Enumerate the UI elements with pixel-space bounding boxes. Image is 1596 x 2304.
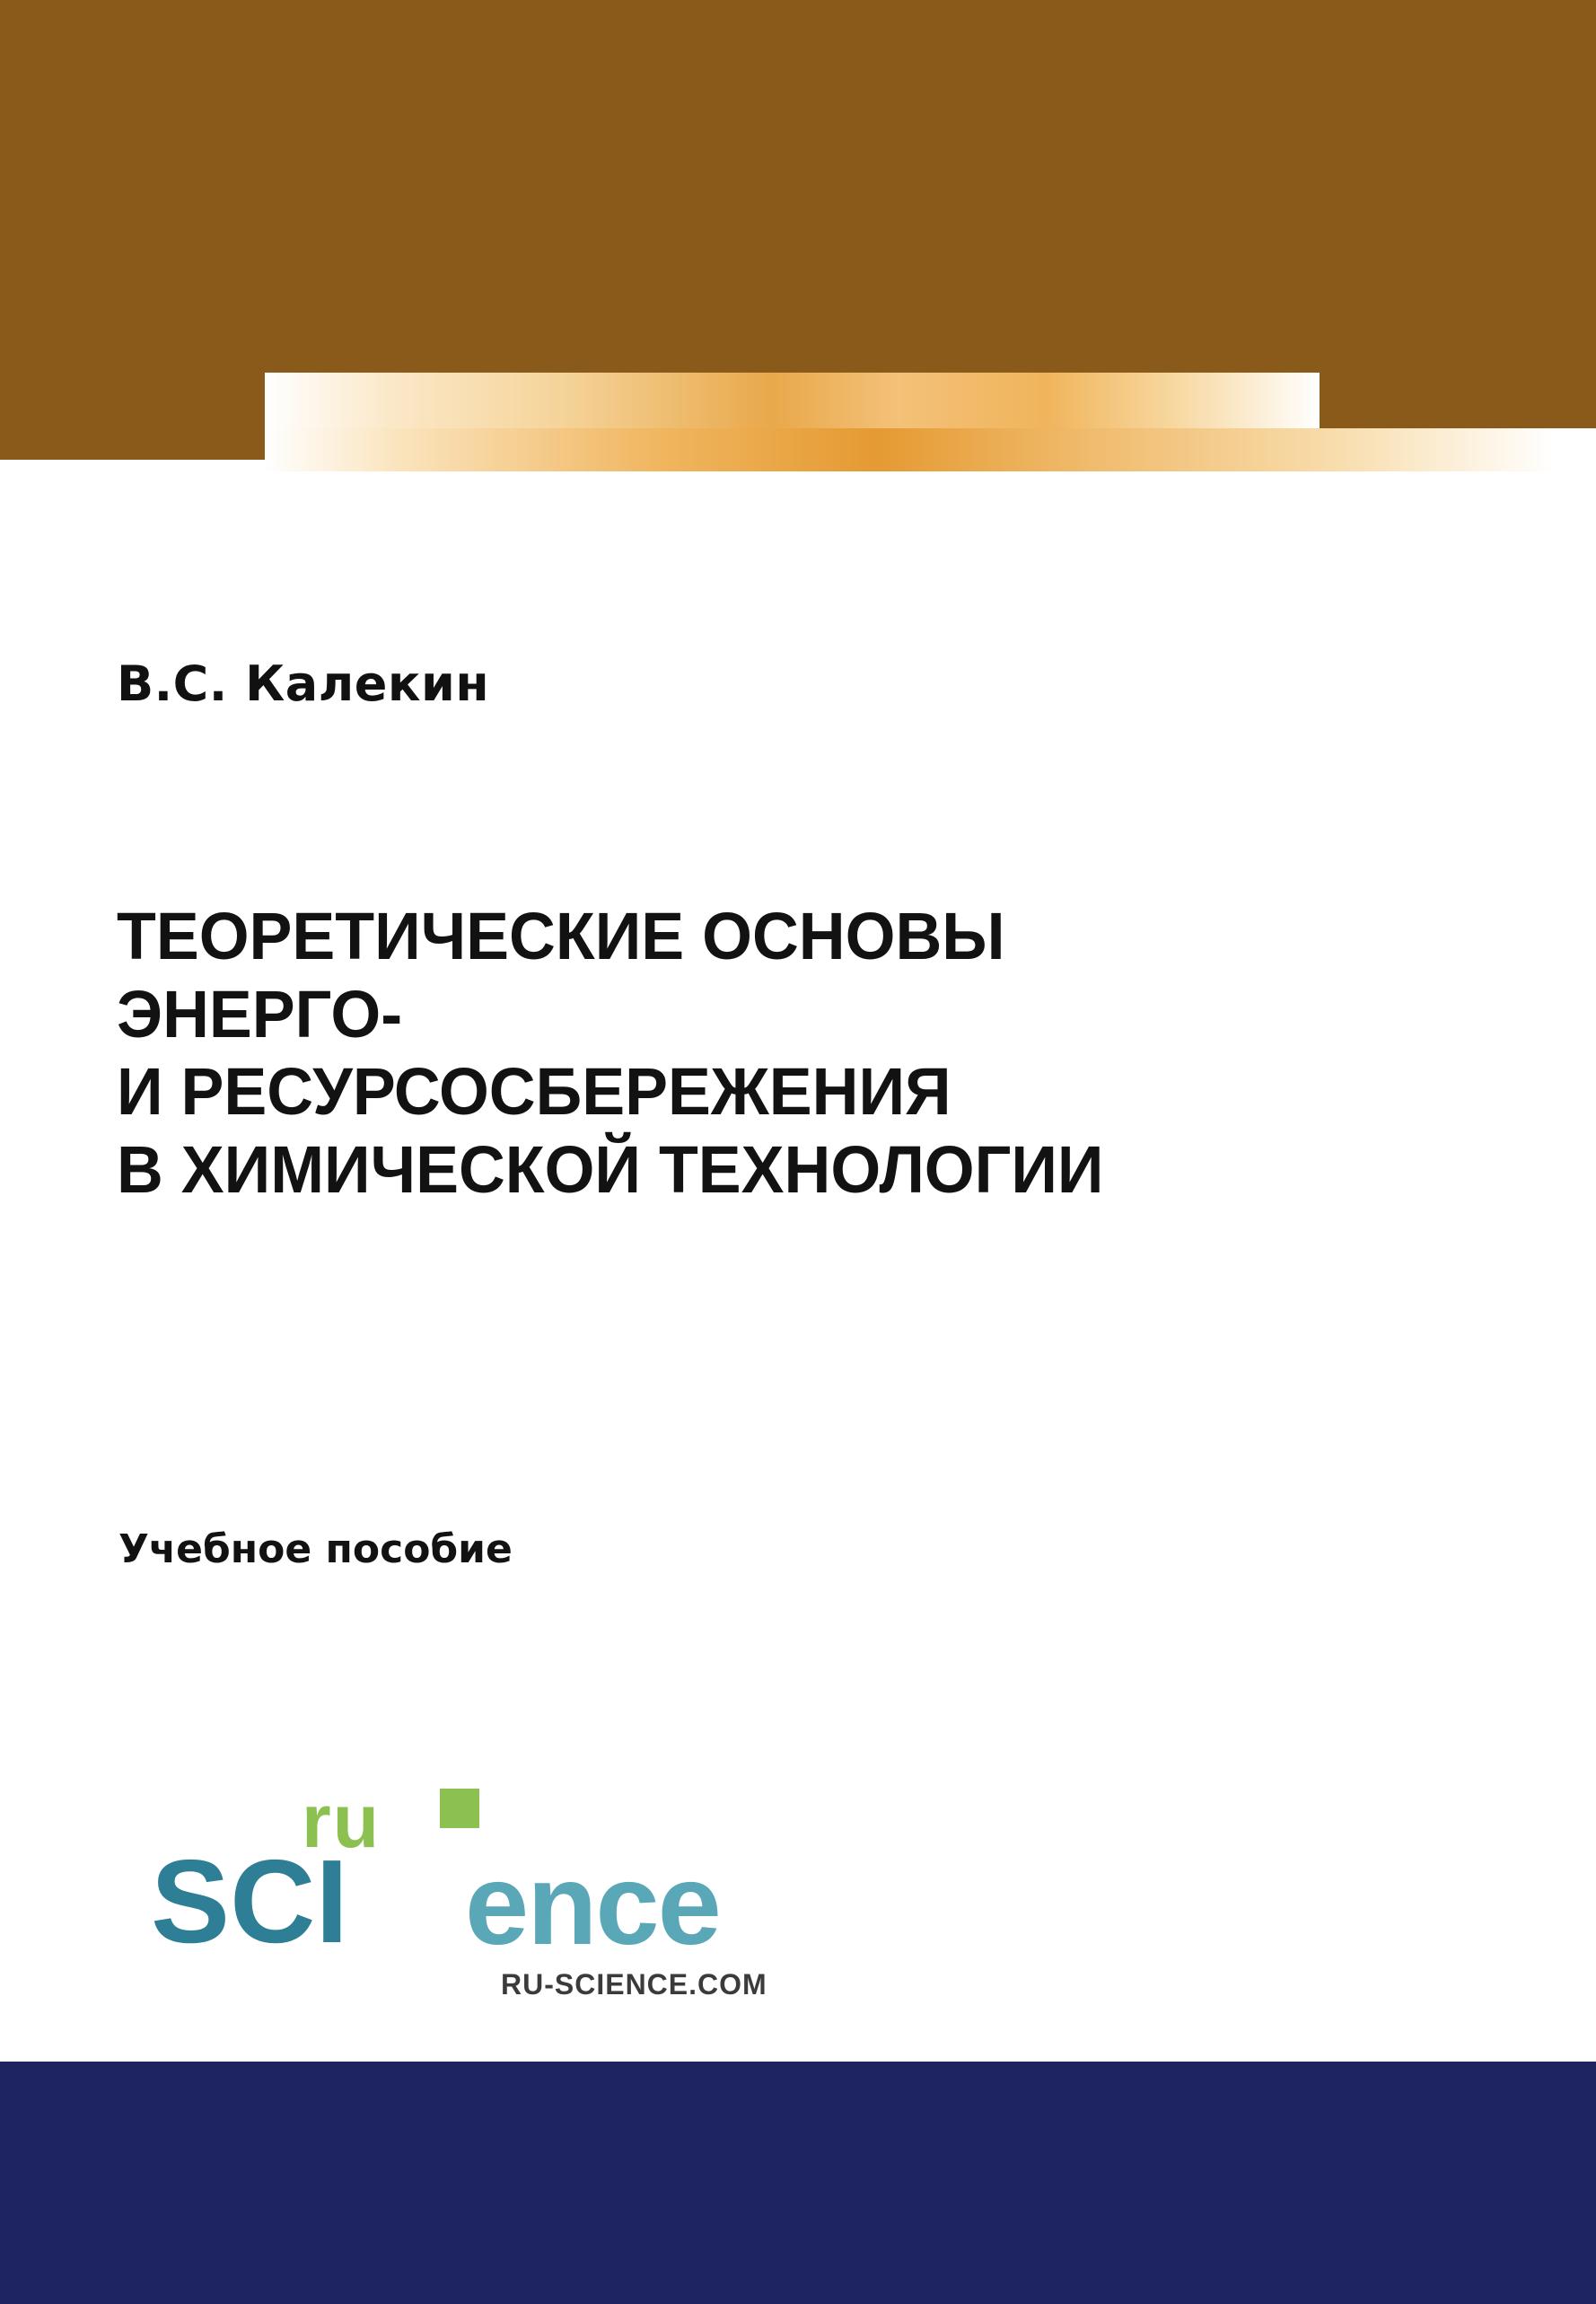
book-subtitle: Учебное пособие (118, 1526, 513, 1572)
decorative-gradient-stripe-upper (265, 373, 1320, 428)
title-line-2: ЭНЕРГО- (117, 976, 403, 1051)
publisher-logo-square-icon (440, 1789, 479, 1828)
title-line-4: В ХИМИЧЕСКОЙ ТЕХНОЛОГИИ (117, 1131, 1104, 1207)
publisher-logo-sci-text: SCI (151, 1835, 349, 1967)
decorative-gradient-stripe-lower (265, 428, 1596, 471)
title-line-3: И РЕСУРСОСБЕРЕЖЕНИЯ (117, 1054, 951, 1130)
publisher-website-url: RU-SCIENCE.COM (501, 1968, 767, 2001)
author-name: В.С. Калекин (117, 655, 490, 712)
publisher-logo (151, 1778, 815, 2020)
bottom-navy-band (0, 2062, 1596, 2304)
title-line-1: ТЕОРЕТИЧЕСКИЕ ОСНОВЫ (117, 899, 1005, 973)
publisher-logo-ru-text: ru (302, 1779, 381, 1863)
publisher-logo-ence-text: ence (465, 1841, 720, 1969)
book-title (117, 898, 1423, 1209)
